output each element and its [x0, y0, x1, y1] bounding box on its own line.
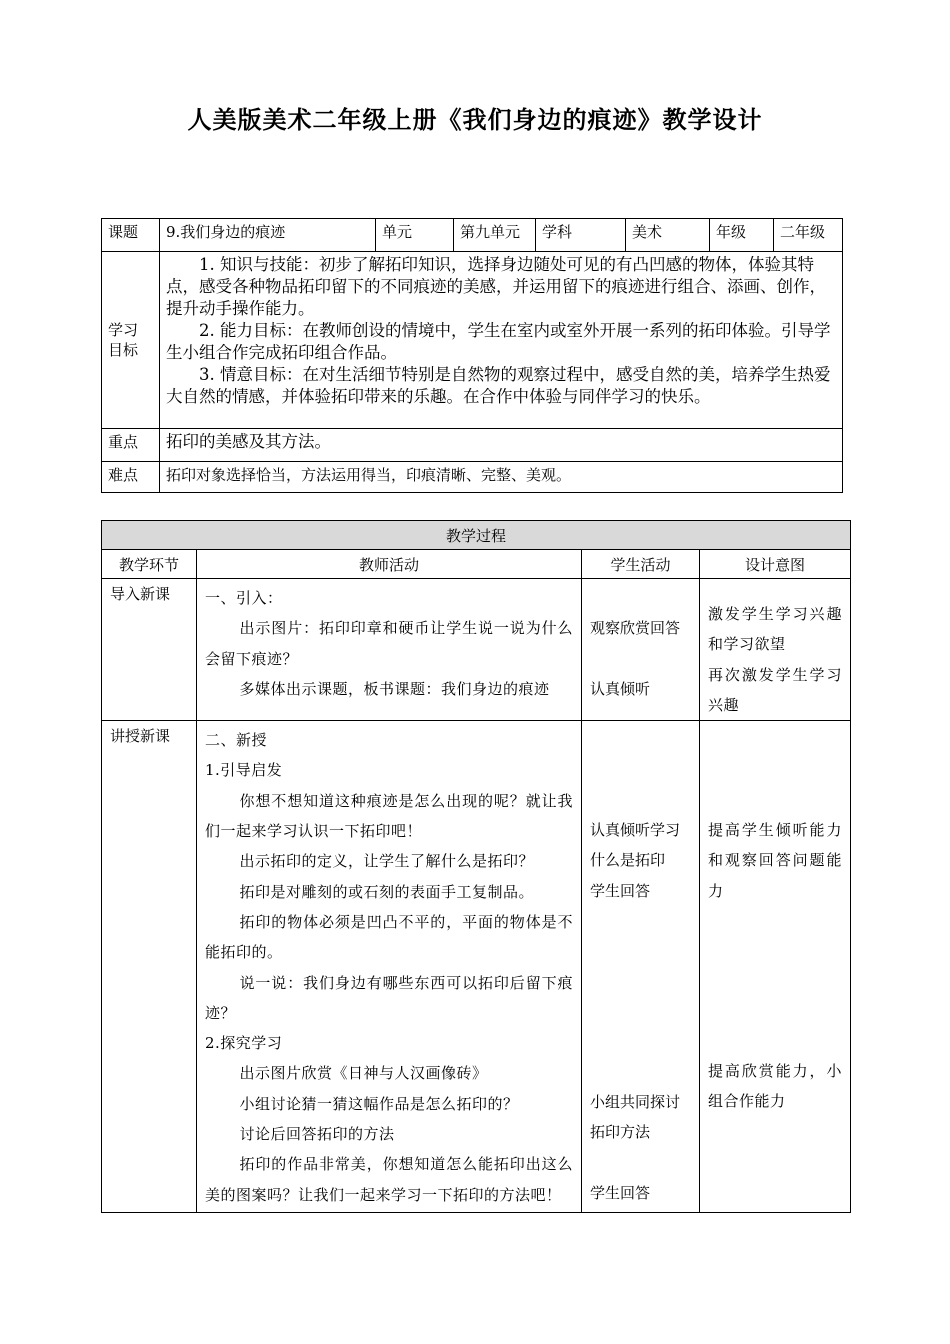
col-intent: 设计意图 — [700, 550, 851, 579]
teach-teacher-line: 说一说：我们身边有哪些东西可以拓印后留下痕迹？ — [205, 973, 573, 1022]
page-title: 人美版美术二年级上册《我们身边的痕迹》教学设计 — [187, 106, 763, 134]
teach-student-line: 小组共同探讨拓印方法 — [590, 1093, 681, 1142]
teach-intent-line: 提高欣赏能力，小组合作能力 — [708, 1062, 842, 1111]
goal-ability: 2. 能力目标：在教师创设的情境中，学生在室内或室外开展一系列的拓印体验。引导学生小组合作完成拓印组合作品。 — [166, 321, 831, 362]
goal-emotion: 3. 情意目标：在对生活细节特别是自然物的观察过程中，感受自然的美，培养学生热爱大自然的情感，并体验拓印带来的乐趣。在合作中体验与同伴学习的快乐。 — [166, 365, 831, 406]
teach-teacher-line: 拓印的物体必须是凹凸不平的，平面的物体是不能拓印的。 — [205, 912, 573, 962]
teach-student — [582, 721, 700, 1213]
course-value: 9.我们身边的痕迹 — [160, 219, 376, 252]
teach-teacher-line: 出示拓印的定义，让学生了解什么是拓印？ — [239, 852, 535, 871]
goals-row — [102, 252, 843, 429]
subject-value: 美术 — [626, 219, 710, 252]
col-teacher: 教师活动 — [197, 550, 582, 579]
column-header-row — [102, 550, 851, 579]
intro-teacher-line: 出示图片：拓印印章和硬币让学生说一说为什么会留下痕迹？ — [205, 619, 573, 668]
goal-knowledge: 1. 知识与技能：初步了解拓印知识，选择身边随处可见的有凸凹感的物体，体验其特点，感受各种物品拓印留下的不同痕迹的美感，并运用留下的痕迹进行组合、添画、创作，提升动手操作能力。 — [166, 255, 826, 318]
difficulty-value: 拓印对象选择恰当，方法运用得当，印痕清晰、完整、美观。 — [160, 462, 843, 493]
teach-teacher-line: 小组讨论猜一猜这幅作品是怎么拓印的？ — [239, 1094, 519, 1113]
focus-row — [102, 429, 843, 462]
difficulty-row — [102, 462, 843, 493]
teach-teacher-line: 你想不想知道这种痕迹是怎么出现的呢？就让我们一起来学习认识一下拓印吧！ — [205, 791, 573, 841]
teach-student-line: 学生回答 — [590, 1183, 651, 1202]
col-stage: 教学环节 — [102, 550, 197, 579]
teach-teacher-line: 讨论后回答拓印的方法 — [239, 1125, 395, 1144]
unit-value: 第九单元 — [454, 219, 536, 252]
teach-teacher-line: 出示图片欣赏《日神与人汉画像砖》 — [239, 1064, 488, 1083]
teach-teacher-line: 2.探究学习 — [205, 1034, 283, 1053]
teach-student-line: 学生回答 — [590, 881, 651, 900]
intro-student-line: 观察欣赏回答 — [590, 619, 681, 637]
intro-teacher — [197, 579, 582, 721]
intro-teacher-line: 一、引入： — [205, 589, 283, 607]
intro-teacher-line: 多媒体出示课题，板书课题：我们身边的痕迹 — [239, 679, 550, 698]
course-label: 课题 — [102, 219, 160, 252]
difficulty-label: 难点 — [102, 462, 160, 493]
intro-student — [582, 579, 700, 721]
lesson-info-table — [101, 218, 843, 493]
teach-teacher-line: 二、新授 — [205, 731, 268, 750]
grade-value: 二年级 — [774, 219, 843, 252]
teach-teacher-line: 1.引导启发 — [205, 761, 283, 780]
focus-value: 拓印的美感及其方法。 — [160, 429, 843, 462]
focus-label: 重点 — [102, 429, 160, 462]
grade-label: 年级 — [710, 219, 774, 252]
intro-intent — [700, 579, 851, 721]
teach-intent — [700, 721, 851, 1213]
teach-row — [102, 721, 851, 1213]
unit-label: 单元 — [376, 219, 454, 252]
teach-teacher — [197, 721, 582, 1213]
teach-teacher-line: 拓印是对雕刻的或石刻的表面手工复制品。 — [239, 882, 535, 901]
teach-student-line: 认真倾听学习什么是拓印 — [590, 821, 681, 870]
process-heading: 教学过程 — [102, 521, 851, 550]
goals-label: 学习 目标 — [102, 252, 160, 429]
teach-teacher-line: 拓印的作品非常美，你想知道怎么能拓印出这么美的图案吗？让我们一起来学习一下拓印的方法吧！ — [205, 1155, 573, 1204]
intro-student-line: 认真倾听 — [590, 679, 651, 698]
goals-content — [160, 252, 843, 429]
subject-label: 学科 — [536, 219, 626, 252]
teach-intent-line: 提高学生倾听能力和观察回答问题能力 — [708, 821, 842, 900]
intro-intent-line: 激发学生学习兴趣和学习欲望 — [708, 605, 842, 654]
teaching-process-table — [101, 520, 851, 1213]
teach-stage: 讲授新课 — [102, 721, 197, 1213]
intro-stage: 导入新课 — [102, 579, 197, 721]
intro-row — [102, 579, 851, 721]
col-student: 学生活动 — [582, 550, 700, 579]
intro-intent-line: 再次激发学生学习兴趣 — [708, 665, 842, 714]
course-row — [102, 219, 843, 252]
